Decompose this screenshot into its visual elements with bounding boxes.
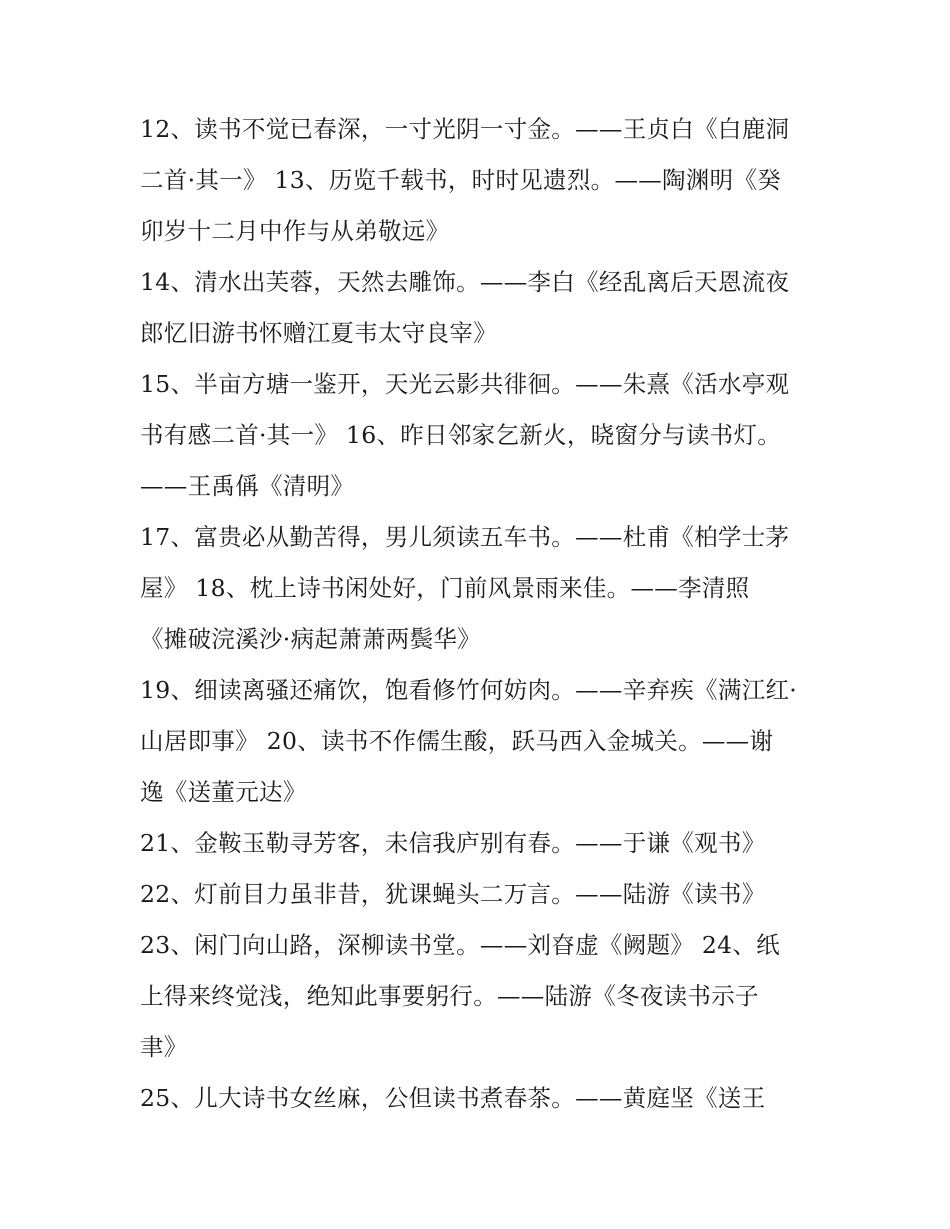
text-line: 14、清水出芙蓉，天然去雕饰。——李白《经乱离后天恩流夜 bbox=[140, 268, 790, 296]
text-line: 25、儿大诗书女丝麻，公但读书煮春茶。——黄庭坚《送王 bbox=[140, 1084, 766, 1112]
text-line: 《摊破浣溪沙·病起萧萧两鬓华》 bbox=[140, 625, 481, 653]
text-line: 卯岁十二月中作与从弟敬远》 bbox=[140, 217, 450, 245]
text-line: 19、细读离骚还痛饮，饱看修竹何妨肉。——辛弃疾《满江红· bbox=[140, 676, 798, 704]
text-line: 22、灯前目力虽非昔，犹课蝇头二万言。——陆游《读书》 bbox=[140, 880, 766, 908]
text-line: 12、读书不觉已春深，一寸光阴一寸金。——王贞白《白鹿洞 bbox=[140, 115, 790, 143]
text-line: 逸《送董元达》 bbox=[140, 778, 307, 806]
text-line: 二首·其一》 13、历览千载书，时时见遗烈。——陶渊明《癸 bbox=[140, 166, 782, 194]
text-line: 聿》 bbox=[140, 1033, 188, 1061]
text-line: 17、富贵必从勤苦得，男儿须读五车书。——杜甫《柏学士茅 bbox=[140, 523, 790, 551]
text-line: 山居即事》 20、读书不作儒生酸，跃马西入金城关。——谢 bbox=[140, 727, 774, 755]
text-line: 23、闲门向山路，深柳读书堂。——刘昚虚《阙题》 24、纸 bbox=[140, 931, 780, 959]
text-line: 21、金鞍玉勒寻芳客，未信我庐别有春。——于谦《观书》 bbox=[140, 829, 766, 857]
text-line: 屋》 18、枕上诗书闲处好，门前风景雨来佳。——李清照 bbox=[140, 574, 750, 602]
text-line: 上得来终觉浅，绝知此事要躬行。——陆游《冬夜读书示子 bbox=[140, 982, 759, 1010]
document-body bbox=[140, 104, 820, 1124]
text-line: 15、半亩方塘一鉴开，天光云影共徘徊。——朱熹《活水亭观 bbox=[140, 370, 790, 398]
text-line: 郎忆旧游书怀赠江夏韦太守良宰》 bbox=[140, 319, 497, 347]
text-line: 书有感二首·其一》 16、昨日邻家乞新火，晓窗分与读书灯。 bbox=[140, 421, 782, 449]
text-line: ——王禹偁《清明》 bbox=[140, 472, 355, 500]
